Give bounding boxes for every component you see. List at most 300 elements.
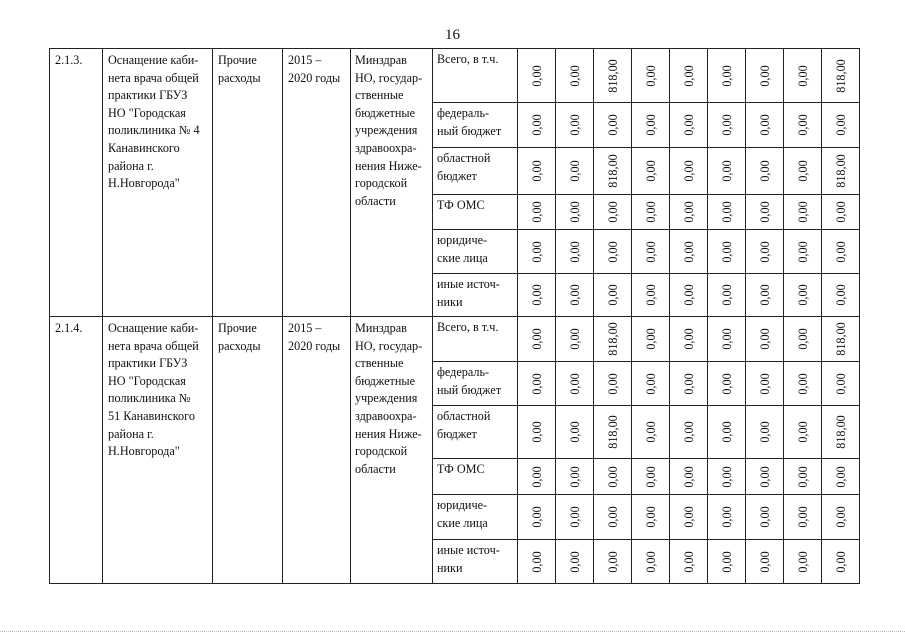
value-text: 0,00	[757, 328, 772, 350]
expense-type-line: Прочие	[218, 53, 257, 67]
value-text: 0,00	[795, 328, 810, 350]
executor	[351, 317, 433, 584]
value-text: 0,00	[681, 284, 696, 306]
value-cell	[632, 362, 670, 406]
executor-line: городской	[355, 176, 408, 191]
value-cell	[746, 406, 784, 459]
funding-source	[433, 495, 518, 540]
item-name-line: нета врача общей	[108, 70, 199, 85]
table-row	[50, 49, 860, 103]
executor-line: нения Ниже-	[355, 426, 422, 441]
value-text: 0,00	[567, 284, 582, 306]
executor-line: нения Ниже-	[355, 158, 422, 173]
value-cell	[784, 459, 822, 495]
value-text: 0,00	[567, 240, 582, 263]
value-cell	[746, 459, 784, 495]
value-cell	[746, 103, 784, 148]
funding-source-line: ТФ ОМС	[437, 462, 485, 476]
value-text: 0,00	[643, 160, 658, 182]
executor-line: ственные	[355, 88, 404, 103]
value-text: 0,00	[681, 160, 696, 182]
funding-source	[433, 362, 518, 406]
value-cell	[708, 495, 746, 540]
item-name-line: 51 Канавинского	[108, 408, 195, 423]
value-text: 0,00	[719, 240, 734, 263]
value-text: 0,00	[529, 421, 544, 443]
value-text: 818,00	[833, 58, 848, 93]
funding-source-line: областной	[437, 151, 491, 165]
value-text: 0,00	[719, 550, 734, 573]
value-cell	[784, 362, 822, 406]
value-text: 0,00	[529, 114, 544, 136]
funding-source-line: бюджет	[437, 168, 477, 183]
value-cell	[594, 362, 632, 406]
value-cell	[784, 540, 822, 584]
value-cell	[746, 274, 784, 317]
value-text: 0,00	[567, 114, 582, 136]
value-text: 0,00	[529, 506, 544, 528]
funding-source	[433, 459, 518, 495]
value-cell	[556, 274, 594, 317]
value-text: 818,00	[605, 154, 620, 188]
expense-type	[213, 317, 283, 584]
value-cell	[556, 495, 594, 540]
value-cell	[708, 317, 746, 362]
value-text: 0,00	[719, 160, 734, 182]
value-text: 0,00	[605, 465, 620, 488]
funding-source	[433, 406, 518, 459]
value-cell	[708, 49, 746, 103]
value-cell	[556, 148, 594, 195]
executor-line: области	[355, 193, 396, 208]
period	[283, 317, 351, 584]
value-text: 0,00	[529, 160, 544, 182]
value-cell	[784, 195, 822, 230]
value-cell	[556, 459, 594, 495]
value-text: 0,00	[681, 114, 696, 136]
value-text: 0,00	[795, 284, 810, 306]
funding-source-line: ТФ ОМС	[437, 198, 485, 212]
value-cell	[670, 274, 708, 317]
value-text: 0,00	[757, 240, 772, 263]
funding-source-line: ный бюджет	[437, 382, 502, 397]
value-cell	[594, 459, 632, 495]
value-text: 0,00	[605, 201, 620, 223]
executor-line: бюджетные	[355, 105, 416, 120]
value-cell	[670, 459, 708, 495]
value-text: 0,00	[833, 550, 848, 573]
funding-source	[433, 195, 518, 230]
executor-line: учреждения	[355, 123, 418, 138]
value-text: 0,00	[795, 372, 810, 395]
value-cell	[670, 540, 708, 584]
value-cell	[822, 459, 860, 495]
value-cell	[632, 540, 670, 584]
value-text: 0,00	[833, 201, 848, 223]
value-text: 0,00	[681, 506, 696, 528]
funding-source-line: федераль-	[437, 106, 490, 120]
value-text: 0,00	[795, 160, 810, 182]
value-text: 0,00	[757, 506, 772, 528]
value-cell	[670, 495, 708, 540]
value-text: 0,00	[643, 328, 658, 350]
executor-line: ственные	[355, 356, 404, 371]
value-cell	[746, 317, 784, 362]
value-cell	[556, 195, 594, 230]
value-cell	[670, 406, 708, 459]
value-cell	[594, 495, 632, 540]
value-cell	[518, 274, 556, 317]
value-text: 0,00	[757, 64, 772, 87]
table-row	[50, 317, 860, 362]
value-text: 0,00	[795, 550, 810, 573]
funding-source-line: Всего, в т.ч.	[437, 52, 499, 66]
value-text: 0,00	[833, 284, 848, 306]
value-cell	[518, 195, 556, 230]
value-cell	[594, 540, 632, 584]
value-cell	[746, 362, 784, 406]
value-text: 0,00	[757, 465, 772, 488]
value-text: 0,00	[605, 240, 620, 263]
value-cell	[556, 230, 594, 274]
value-text: 0,00	[719, 114, 734, 136]
scan-artifact-line	[0, 631, 905, 632]
value-cell	[708, 406, 746, 459]
value-text: 818,00	[605, 415, 620, 449]
value-cell	[670, 362, 708, 406]
value-text: 0,00	[605, 372, 620, 395]
value-cell	[632, 495, 670, 540]
period-line: 2015 –	[288, 321, 322, 335]
value-cell	[632, 49, 670, 103]
expense-type-line: расходы	[218, 338, 261, 353]
value-cell	[518, 317, 556, 362]
value-cell	[784, 230, 822, 274]
funding-source	[433, 540, 518, 584]
expense-type-line: Прочие	[218, 321, 257, 335]
value-cell	[518, 103, 556, 148]
value-cell	[518, 148, 556, 195]
value-text: 0,00	[567, 372, 582, 395]
value-cell	[556, 103, 594, 148]
value-text: 0,00	[567, 328, 582, 350]
value-text: 0,00	[643, 465, 658, 488]
item-name-line: района г.	[108, 158, 154, 173]
value-cell	[632, 317, 670, 362]
value-text: 0,00	[643, 64, 658, 87]
value-cell	[784, 103, 822, 148]
value-cell	[594, 406, 632, 459]
value-text: 0,00	[529, 465, 544, 488]
value-text: 0,00	[643, 240, 658, 263]
value-cell	[784, 148, 822, 195]
value-cell	[518, 362, 556, 406]
item-name-line: практики ГБУЗ	[108, 356, 188, 371]
value-cell	[822, 230, 860, 274]
value-cell	[632, 459, 670, 495]
funding-source-line: юридиче-	[437, 498, 488, 512]
value-cell	[670, 148, 708, 195]
value-text: 0,00	[719, 421, 734, 443]
item-name-line: поликлиника № 4	[108, 123, 200, 138]
item-name-line: Канавинского	[108, 140, 180, 155]
item-number: 2.1.4.	[50, 317, 103, 584]
funding-source-line: юридиче-	[437, 233, 488, 247]
value-cell	[594, 103, 632, 148]
value-cell	[518, 406, 556, 459]
funding-source-line: ный бюджет	[437, 123, 502, 138]
value-cell	[822, 49, 860, 103]
value-cell	[784, 274, 822, 317]
item-name	[103, 49, 213, 317]
budget-table	[49, 48, 860, 584]
value-text: 818,00	[833, 322, 848, 356]
executor-line: учреждения	[355, 391, 418, 406]
value-text: 0,00	[529, 284, 544, 306]
value-cell	[746, 49, 784, 103]
executor-line: Минздрав	[355, 321, 407, 335]
period-line: 2020 годы	[288, 70, 341, 85]
value-cell	[746, 148, 784, 195]
value-text: 0,00	[795, 240, 810, 263]
value-text: 0,00	[757, 550, 772, 573]
value-text: 0,00	[719, 328, 734, 350]
value-text: 0,00	[719, 64, 734, 87]
value-cell	[518, 540, 556, 584]
item-name-line: практики ГБУЗ	[108, 88, 188, 103]
item-name-line: Н.Новгорода"	[108, 176, 180, 191]
value-text: 0,00	[567, 465, 582, 488]
item-name-line: Оснащение каби-	[108, 53, 199, 67]
value-text: 0,00	[681, 201, 696, 223]
value-text: 0,00	[795, 506, 810, 528]
value-text: 818,00	[605, 322, 620, 356]
funding-source	[433, 274, 518, 317]
item-number: 2.1.3.	[50, 49, 103, 317]
value-cell	[594, 49, 632, 103]
value-text: 0,00	[833, 114, 848, 136]
value-cell	[822, 195, 860, 230]
funding-source	[433, 148, 518, 195]
value-cell	[518, 459, 556, 495]
value-text: 0,00	[529, 550, 544, 573]
value-text: 0,00	[757, 114, 772, 136]
value-text: 0,00	[529, 201, 544, 223]
value-cell	[822, 103, 860, 148]
value-cell	[632, 195, 670, 230]
value-text: 0,00	[795, 64, 810, 87]
value-text: 818,00	[833, 415, 848, 449]
value-cell	[708, 459, 746, 495]
executor	[351, 49, 433, 317]
executor-line: здравоохра-	[355, 140, 417, 155]
value-text: 0,00	[719, 506, 734, 528]
period	[283, 49, 351, 317]
value-text: 0,00	[681, 372, 696, 395]
item-name-line: Оснащение каби-	[108, 321, 199, 335]
page-number: 16	[445, 27, 460, 43]
value-text: 0,00	[529, 328, 544, 350]
value-cell	[556, 540, 594, 584]
value-text: 0,00	[567, 421, 582, 443]
expense-type-line: расходы	[218, 70, 261, 85]
value-cell	[784, 406, 822, 459]
value-text: 0,00	[833, 372, 848, 395]
value-text: 0,00	[795, 201, 810, 223]
funding-source	[433, 49, 518, 103]
value-cell	[670, 195, 708, 230]
value-text: 0,00	[529, 240, 544, 263]
funding-source	[433, 317, 518, 362]
funding-source-line: бюджет	[437, 426, 477, 441]
funding-source-line: ские лица	[437, 250, 488, 265]
value-text: 0,00	[681, 240, 696, 263]
value-text: 0,00	[643, 421, 658, 443]
value-text: 0,00	[681, 64, 696, 87]
value-cell	[708, 362, 746, 406]
value-text: 0,00	[795, 465, 810, 488]
executor-line: НО, государ-	[355, 338, 423, 353]
value-text: 0,00	[719, 284, 734, 306]
value-cell	[746, 540, 784, 584]
item-name-line: Н.Новгорода"	[108, 444, 180, 459]
value-cell	[822, 406, 860, 459]
period-line: 2020 годы	[288, 338, 341, 353]
value-cell	[708, 195, 746, 230]
value-cell	[822, 362, 860, 406]
value-text: 0,00	[719, 465, 734, 488]
value-text: 0,00	[681, 328, 696, 350]
value-cell	[594, 148, 632, 195]
value-cell	[556, 49, 594, 103]
period-line: 2015 –	[288, 53, 322, 67]
item-name	[103, 317, 213, 584]
value-text: 0,00	[719, 201, 734, 223]
value-cell	[594, 195, 632, 230]
value-text: 0,00	[643, 506, 658, 528]
value-text: 0,00	[833, 240, 848, 263]
value-cell	[708, 230, 746, 274]
executor-line: НО, государ-	[355, 70, 423, 85]
value-text: 818,00	[605, 58, 620, 93]
value-text: 0,00	[757, 201, 772, 223]
value-cell	[632, 103, 670, 148]
value-cell	[784, 49, 822, 103]
value-text: 0,00	[567, 506, 582, 528]
value-cell	[822, 148, 860, 195]
value-text: 0,00	[681, 421, 696, 443]
value-cell	[822, 317, 860, 362]
value-text: 0,00	[605, 284, 620, 306]
value-text: 0,00	[605, 114, 620, 136]
executor-line: городской	[355, 444, 408, 459]
value-text: 0,00	[567, 160, 582, 182]
funding-source-line: ники	[437, 294, 463, 309]
value-cell	[632, 274, 670, 317]
executor-line: области	[355, 461, 396, 476]
value-text: 818,00	[833, 154, 848, 188]
item-name-line: нета врача общей	[108, 338, 199, 353]
value-cell	[822, 540, 860, 584]
funding-source-line: иные источ-	[437, 543, 500, 557]
value-cell	[670, 103, 708, 148]
value-cell	[594, 274, 632, 317]
value-text: 0,00	[757, 372, 772, 395]
value-text: 0,00	[757, 284, 772, 306]
item-name-line: НО "Городская	[108, 105, 186, 120]
value-cell	[746, 495, 784, 540]
value-cell	[708, 540, 746, 584]
value-text: 0,00	[757, 421, 772, 443]
value-cell	[746, 195, 784, 230]
item-name-line: НО "Городская	[108, 373, 186, 388]
funding-source-line: областной	[437, 409, 491, 423]
value-text: 0,00	[795, 114, 810, 136]
value-cell	[556, 406, 594, 459]
funding-source-line: ские лица	[437, 515, 488, 530]
value-text: 0,00	[757, 160, 772, 182]
value-cell	[632, 230, 670, 274]
value-text: 0,00	[567, 64, 582, 87]
value-cell	[708, 148, 746, 195]
funding-source-line: федераль-	[437, 365, 490, 379]
value-text: 0,00	[681, 550, 696, 573]
value-text: 0,00	[605, 506, 620, 528]
funding-source-line: ники	[437, 560, 463, 575]
funding-source	[433, 230, 518, 274]
value-text: 0,00	[605, 550, 620, 573]
value-text: 0,00	[719, 372, 734, 395]
value-text: 0,00	[567, 550, 582, 573]
value-text: 0,00	[795, 421, 810, 443]
value-text: 0,00	[529, 372, 544, 395]
executor-line: здравоохра-	[355, 408, 417, 423]
funding-source	[433, 103, 518, 148]
value-cell	[746, 230, 784, 274]
value-cell	[784, 317, 822, 362]
item-name-line: поликлиника №	[108, 391, 191, 406]
value-text: 0,00	[681, 465, 696, 488]
value-text: 0,00	[643, 114, 658, 136]
value-cell	[632, 148, 670, 195]
value-cell	[594, 317, 632, 362]
value-text: 0,00	[567, 201, 582, 223]
value-cell	[556, 317, 594, 362]
value-cell	[632, 406, 670, 459]
value-text: 0,00	[643, 201, 658, 223]
value-text: 0,00	[529, 64, 544, 87]
value-text: 0,00	[833, 465, 848, 488]
value-cell	[708, 103, 746, 148]
value-text: 0,00	[643, 550, 658, 573]
value-text: 0,00	[833, 506, 848, 528]
value-cell	[670, 230, 708, 274]
value-cell	[670, 49, 708, 103]
value-cell	[594, 230, 632, 274]
value-cell	[556, 362, 594, 406]
value-cell	[518, 495, 556, 540]
value-cell	[518, 49, 556, 103]
value-cell	[822, 274, 860, 317]
item-name-line: района г.	[108, 426, 154, 441]
value-text: 0,00	[643, 372, 658, 395]
funding-source-line: Всего, в т.ч.	[437, 320, 499, 334]
executor-line: Минздрав	[355, 53, 407, 67]
executor-line: бюджетные	[355, 373, 416, 388]
value-cell	[670, 317, 708, 362]
expense-type	[213, 49, 283, 317]
value-text: 0,00	[643, 284, 658, 306]
